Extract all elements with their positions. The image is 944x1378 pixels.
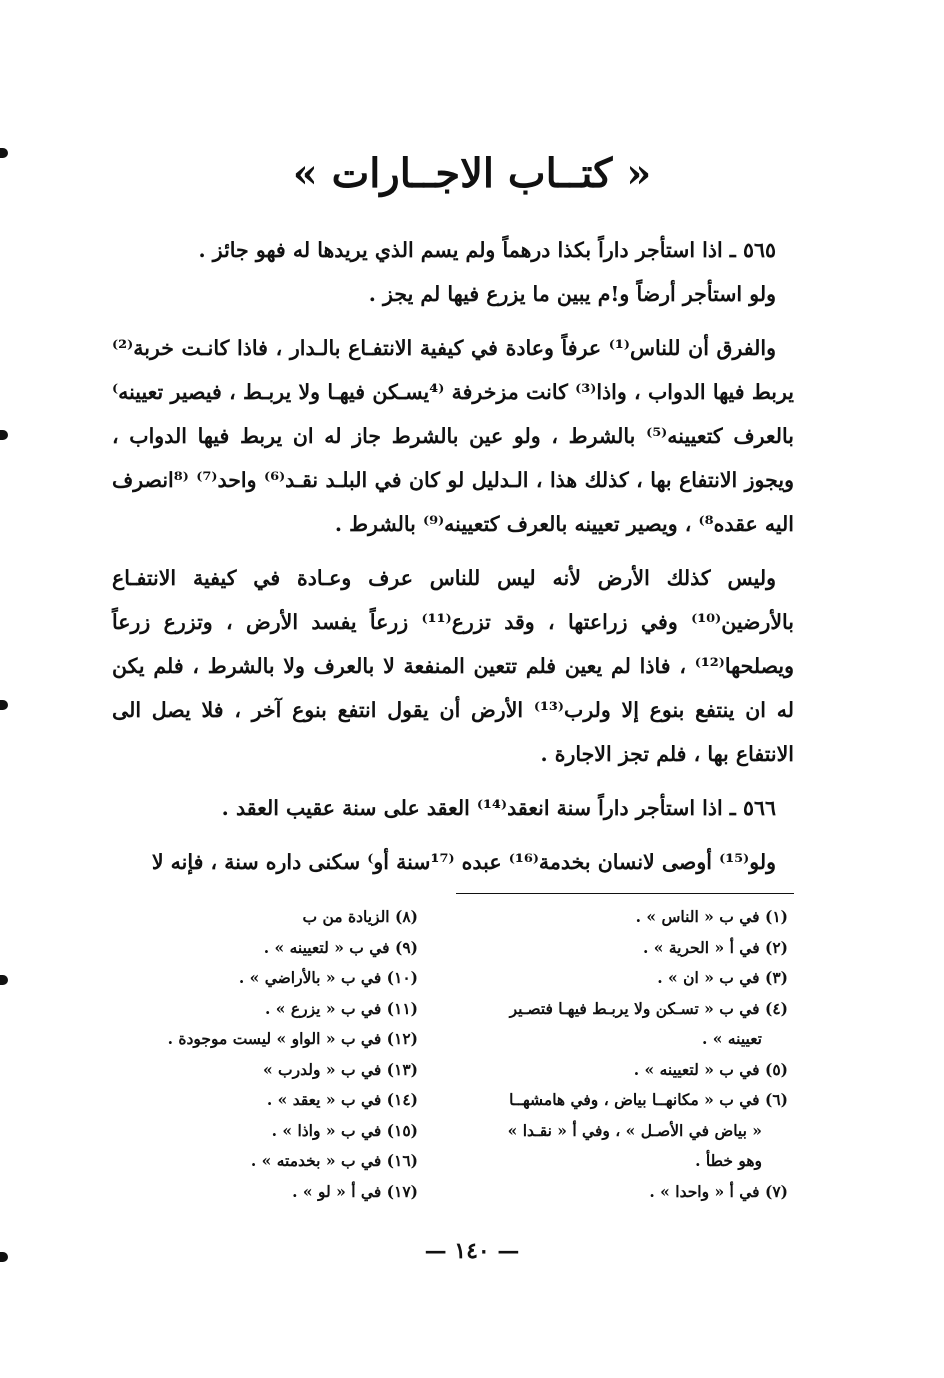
paragraph: ولو⁽¹⁵⁾ أوصى لانسان بخدمة⁽¹⁶⁾ عبده ⁽¹⁷سنة أو⁾ سكنى داره سنة ، فإنه لا <box>151 850 776 874</box>
paragraph: والفرق أن للناس⁽¹⁾ عرفاً وعادة في كيفية الانتفـاع بالـدار ، فاذا كانـت خربة⁽²⁾ يربط فيها الدواب ، واذا⁽³⁾ كانت مزخرفة ⁽⁴يسـكن فيهـا ولا يربـط ، فيصير تعيينه⁾ بالعرف كتعيينه⁽⁵⁾ بالشرط ، ولو عين بالشرط جاز له ان يربط فيها الدواب ، ويجوز الانتفاع بها ، كذلك هذا ، الـدليل لو كان في البلـد نقـد⁽⁶⁾ واحد⁽⁷⁾ ⁽⁸انصرف اليه عقده⁸⁾ ، ويصير تعيينه بالعرف كتعيينه⁽⁹⁾ بالشرط . <box>112 336 795 536</box>
scan-edge-mark <box>0 700 8 710</box>
footnote: (٣) في ب « ان » . <box>657 968 788 987</box>
scan-edge-mark <box>0 430 8 440</box>
footnote: (٢) في أ « الحرية » . <box>643 937 788 957</box>
footnote-separator <box>456 893 794 894</box>
footnote-continuation: تعيينه » . <box>701 1029 762 1048</box>
footnote: (١١) في ب « يزرع » . <box>264 998 418 1018</box>
footnotes-right-column <box>470 902 788 1207</box>
footnote: (١٧) في أ « لو » . <box>292 1181 418 1201</box>
footnote-continuation: وهو خطأ . <box>695 1151 762 1170</box>
paragraph: ٥٦٦ ـ اذا استأجر داراً سنة انعقد⁽¹⁴⁾ العقد على سنة عقيب العقد . <box>221 796 776 820</box>
page-number: — ١٤٠ — <box>424 1238 520 1264</box>
footnote: (١٥) في ب « واذا » . <box>271 1120 418 1140</box>
footnote: (٨) الزيادة من ب <box>302 907 418 926</box>
footnote: (٤) في ب « تسـكن ولا يربـط فيهـا فتصـير <box>509 998 788 1018</box>
footnote-continuation: « بياض في الأصـل » ، وفي أ « نقـدا » <box>507 1120 762 1140</box>
footnote: (٥) في ب « لتعيينه » . <box>633 1059 788 1079</box>
footnote: (٦) في ب « مكانهــا بياض ، وفي هامشهــا <box>509 1090 788 1109</box>
paragraph: ولو استأجر أرضاً و!م يبين ما يزرع فيها لم يجز . <box>368 282 776 306</box>
footnote: (٩) في ب « لتعيينه » . <box>263 937 418 957</box>
chapter-title: « كتــاب الاجــارات » <box>292 150 652 197</box>
footnote: (١٠) في ب « بالأراضي » . <box>238 968 418 987</box>
paragraph: ٥٦٥ ـ اذا استأجر داراً بكذا درهماً ولم يسم الذي يريدها له فهو جائز . <box>198 238 776 262</box>
main-text <box>112 228 794 884</box>
footnotes-left-column <box>150 902 418 1207</box>
footnote: (١٦) في ب « بخدمته » . <box>250 1151 418 1170</box>
footnote: (١) في ب « الناس » . <box>635 907 788 926</box>
footnote: (١٤) في ب « يعقد » . <box>266 1090 418 1109</box>
scan-edge-mark <box>0 975 8 985</box>
footnote: (١٣) في ب « ولدرب » <box>262 1059 418 1079</box>
paragraph: وليس كذلك الأرض لأنه ليس للناس عرف وعـادة في كيفية الانتفـاع بالأرضين⁽¹⁰⁾ وفي زراعتها ، وقد تزرع⁽¹¹⁾ زرعاً يفسد الأرض ، وتزرع زرعاً ويصلحها⁽¹²⁾ ، فاذا لم يعين فلم تتعين المنفعة لا بالعرف ولا بالشرط ، فلم يكن له ان ينتفع بنوع إلا ولرب⁽¹³⁾ الأرض أن يقول انتفع بنوع آخر ، فلا يصل الى الانتفاع بها ، فلم تجز الاجارة . <box>112 566 795 766</box>
footnote: (١٢) في ب « الواو » ليست موجودة . <box>167 1029 418 1048</box>
footnote: (٧) في أ « واحدا » . <box>649 1181 788 1201</box>
